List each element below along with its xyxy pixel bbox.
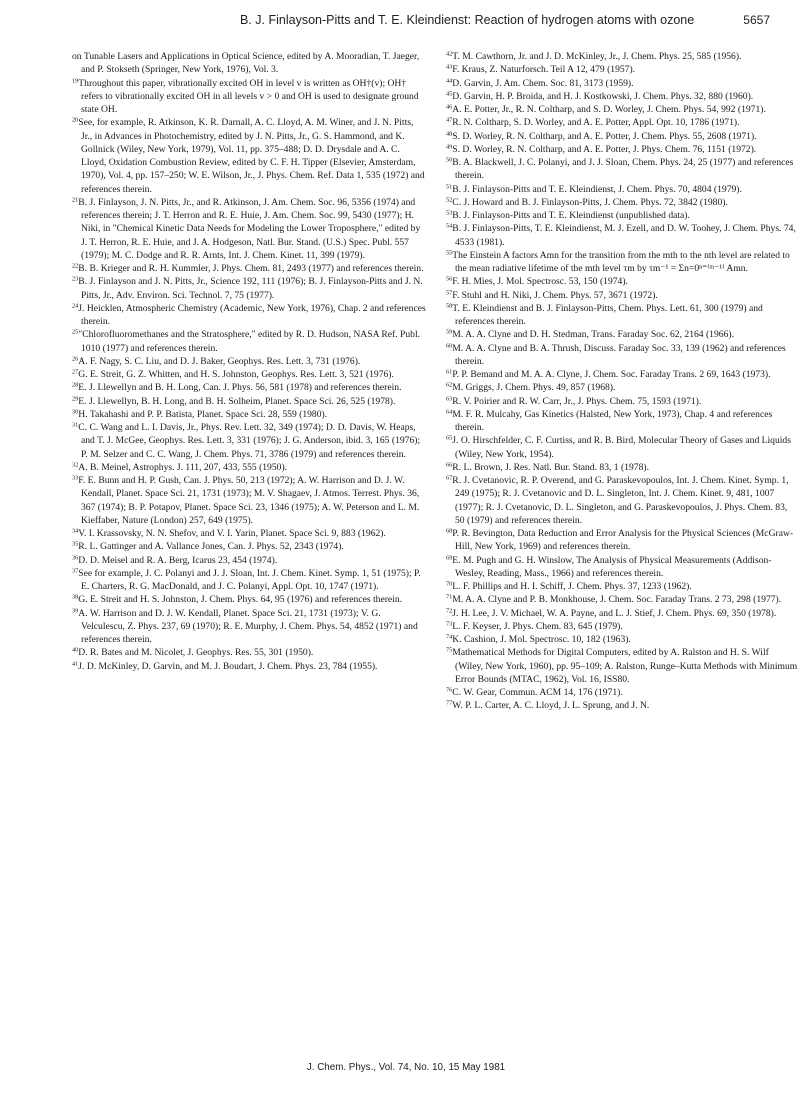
reference-entry (72, 395, 426, 408)
reference-number: 29 (72, 395, 79, 402)
reference-entry (446, 209, 798, 222)
reference-entry (446, 699, 798, 712)
reference-entry (446, 77, 798, 90)
reference-entry (446, 156, 798, 183)
reference-entry (72, 355, 426, 368)
reference-text: V. I. Krassovsky, N. N. Shefov, and V. I. Yarin, Planet. Space Sci. 9, 883 (1962). (78, 528, 386, 539)
reference-text: M. Griggs, J. Chem. Phys. 49, 857 (1968). (452, 382, 616, 394)
reference-number: 37 (72, 567, 79, 575)
reference-text: See for example, J. C. Polanyi and J. J. Sloan, Int. J. Chem. Kinet. Symp. 1, 51 (1975); P. E. Charters, R. G. MacDonald, and J. C. Polanyi, Appl. Opt. 10, 1747 (1971). (78, 567, 421, 592)
reference-text: E. J. Llewellyn and B. H. Long, Can. J. Phys. 56, 581 (1978) and references therein. (78, 382, 402, 394)
reference-number: 73 (446, 620, 453, 628)
reference-text: R. J. Cvetanovic, R. P. Overend, and G. Paraskevopoulos, Int. J. Chem. Kinet. Symp. 1, 249 (1975); R. J. Cvetanovic and D. L. Singleton, Int. J. Chem. Kinet. 9, 481, 1007 (1977); R. J. Cvetanovic, D. L. Singleton, and G. Paraskevopoulos, J. Phys. Chem. 83, 50 (1979) and references therein. (452, 475, 789, 526)
reference-text: M. A. A. Clyne and D. H. Stedman, Trans. Faraday Soc. 62, 2164 (1966). (452, 329, 734, 341)
reference-entry (446, 50, 798, 63)
reference-entry (72, 474, 426, 527)
reference-entry (446, 593, 798, 606)
reference-entry (446, 368, 798, 381)
reference-number: 47 (446, 116, 453, 124)
reference-entry (446, 620, 798, 633)
reference-number: 25 (72, 328, 79, 336)
reference-number: 58 (446, 302, 453, 310)
reference-text: T. M. Cawthorn, Jr. and J. D. McKinley, Jr., J. Chem. Phys. 25, 585 (1956). (452, 51, 742, 62)
reference-entry (446, 554, 798, 581)
reference-text: Throughout this paper, vibrationally excited OH in level v is written as OH†(v); OH† refers to vibrationally excited OH in all levels v > 0 and OH is used to designate ground state OH. (78, 77, 419, 115)
reference-entry (446, 381, 798, 394)
reference-text: R. L. Brown, J. Res. Natl. Bur. Stand. 83, 1 (1978). (452, 461, 649, 473)
reference-text: The Einstein A factors Amn for the transition from the mth to the nth level are related to the mean radiative lifetime of the mth level τm by τm⁻¹ = Σn=0ⁿ⁼⁽ᵐ⁻¹⁾ Amn. (452, 249, 790, 274)
reference-number: 76 (446, 686, 453, 694)
reference-text: S. D. Worley, R. N. Coltharp, and A. E. Potter, J. Chem. Phys. 55, 2608 (1971). (452, 130, 757, 142)
reference-text: G. E. Streit and H. S. Johnston, J. Chem. Phys. 64, 95 (1976) and references therein. (78, 594, 403, 606)
reference-number: 69 (446, 554, 453, 561)
reference-text: M. A. A. Clyne and P. B. Monkhouse, J. Chem. Soc. Faraday Trans. 2 73, 298 (1977). (452, 594, 782, 606)
reference-entry (446, 63, 798, 76)
reference-text: B. B. Krieger and R. H. Kummler, J. Phys. Chem. 81, 2493 (1977) and references therein. (78, 263, 424, 274)
reference-entry (446, 646, 798, 686)
reference-entry (446, 222, 798, 249)
reference-number: 68 (446, 527, 453, 535)
reference-entry (446, 302, 798, 329)
reference-text: J. O. Hirschfelder, C. F. Curtiss, and R. B. Bird, Molecular Theory of Gases and Liquids (Wiley, New York, 1954). (452, 435, 791, 460)
reference-entry (72, 527, 426, 540)
reference-number: 20 (72, 116, 79, 124)
reference-entry (72, 540, 426, 553)
reference-text: R. L. Gattinger and A. Vallance Jones, Can. J. Phys. 52, 2343 (1974). (78, 541, 344, 553)
references-left-column (72, 50, 426, 673)
reference-number: 55 (446, 249, 453, 257)
reference-number: 22 (72, 262, 79, 270)
reference-number: 41 (72, 660, 79, 667)
reference-number: 51 (446, 183, 453, 190)
reference-text: B. J. Finlayson-Pitts, T. E. Kleindienst, M. J. Ezell, and D. W. Toohey, J. Chem. Phys. 74, 4533 (1981). (452, 223, 796, 248)
reference-text: B. A. Blackwell, J. C. Polanyi, and J. J. Sloan, Chem. Phys. 24, 25 (1977) and references therein. (452, 157, 794, 182)
reference-text: F. E. Bunn and H. P. Gush, Can. J. Phys. 50, 213 (1972); A. W. Harrison and D. J. W. Kendall, Planet. Space Sci. 21, 1731 (1973); M. V. Shagaev, J. Atmos. Terrest. Phys. 36, 367 (1974); B. P. Potapov, Planet. Space Sci. 23, 1346 (1975); A. W. Peterson and L. M. Kieffaber, Nature (London) 257, 649 (1975). (78, 475, 420, 526)
reference-number: 74 (446, 633, 453, 641)
reference-entry (446, 143, 798, 156)
reference-number: 52 (446, 196, 453, 204)
reference-entry (446, 434, 798, 461)
reference-text: B. J. Finlayson, J. N. Pitts, Jr., and R. Atkinson, J. Am. Chem. Soc. 96, 5356 (1974) and references therein; J. T. Herron and R. E. Huie, J. Am. Chem. Soc. 99, 5430 (1977); H. Niki, in "Chemical Kinetic Data Needs for Modeling the Lower Troposphere," edited by J. T. Herron, R. E. Huie, and J. A. Hodgeson, Natl. Bur. Stand. (U.S.) Spec. Publ. 557 (1979); M. C. Dodge and R. R. Arnts, Int. J. Chem. Kinet. 11, 399 (1979). (78, 196, 421, 261)
reference-text: E. J. Llewellyn, B. H. Long, and B. H. Solheim, Planet. Space Sci. 26, 525 (1978). (78, 395, 396, 407)
reference-number: 59 (446, 328, 453, 336)
reference-number: 36 (72, 554, 79, 561)
reference-text: B. J. Finlayson and J. N. Pitts, Jr., Science 192, 111 (1976); B. J. Finlayson-Pitts and J. N. Pitts, Jr., Adv. Environ. Sci. Technol. 7, 75 (1977). (78, 276, 423, 301)
reference-text: D. Garvin, J. Am. Chem. Soc. 81, 3173 (1959). (452, 77, 634, 89)
reference-text: W. P. L. Carter, A. C. Lloyd, J. L. Sprung, and J. N. (452, 700, 650, 712)
reference-number: 35 (72, 540, 79, 548)
reference-text: P. P. Bemand and M. A. A. Clyne, J. Chem. Soc. Faraday Trans. 2 69, 1643 (1973). (452, 369, 771, 380)
reference-number: 56 (446, 275, 453, 283)
reference-entry (446, 580, 798, 593)
reference-number: 60 (446, 342, 453, 349)
reference-text: A. F. Nagy, S. C. Liu, and D. J. Baker, Geophys. Res. Lett. 3, 731 (1976). (78, 355, 361, 367)
reference-text: P. R. Bevington, Data Reduction and Error Analysis for the Physical Sciences (McGraw-Hill, New York, 1969) and references therein. (452, 528, 794, 553)
reference-number: 30 (72, 408, 79, 416)
reference-entry (72, 116, 426, 196)
reference-number: 32 (72, 461, 79, 469)
reference-number: 19 (72, 77, 79, 84)
reference-number: 39 (72, 607, 79, 614)
reference-entry (446, 90, 798, 103)
reference-entry (446, 408, 798, 435)
reference-text: J. H. Lee, J. V. Michael, W. A. Payne, and L. J. Stief, J. Chem. Phys. 69, 350 (1978). (452, 607, 777, 619)
reference-text: B. J. Finlayson-Pitts and T. E. Kleindienst (unpublished data). (452, 210, 690, 221)
reference-entry (446, 328, 798, 341)
reference-text: E. M. Pugh and G. H. Winslow, The Analysis of Physical Measurements (Addison-Wesley, Reading, Mass., 1966) and references therein. (452, 554, 772, 579)
reference-entry (72, 196, 426, 262)
reference-number: 54 (446, 222, 453, 230)
reference-entry (446, 130, 798, 143)
reference-text: B. J. Finlayson-Pitts and T. E. Kleindienst, J. Chem. Phys. 70, 4804 (1979). (452, 183, 742, 195)
reference-entry (446, 686, 798, 699)
reference-entry (72, 275, 426, 302)
reference-entry (72, 567, 426, 594)
reference-entry (72, 646, 426, 659)
reference-entry (446, 103, 798, 116)
reference-number: 71 (446, 593, 453, 601)
reference-number: 21 (72, 196, 79, 204)
reference-number: 34 (72, 527, 79, 535)
reference-text: S. D. Worley, R. N. Coltharp, and A. E. Potter, J. Phys. Chem. 76, 1151 (1972). (452, 143, 757, 155)
reference-text: on Tunable Lasers and Applications in Optical Science, edited by A. Mooradian, T. Jaeger, and P. Stokseth (Springer, New York, 1976), Vol. 3. (72, 51, 420, 76)
reference-number: 43 (446, 63, 453, 71)
reference-entry (72, 607, 426, 647)
reference-text: L. F. Keyser, J. Phys. Chem. 83, 645 (1979). (452, 620, 623, 632)
reference-text: D. R. Bates and M. Nicolet, J. Geophys. Res. 55, 301 (1950). (78, 647, 314, 659)
reference-number: 57 (446, 289, 453, 296)
running-header (0, 8, 812, 30)
reference-entry (446, 196, 798, 209)
reference-entry (72, 50, 426, 77)
reference-number: 70 (446, 580, 453, 588)
reference-number: 27 (72, 368, 79, 376)
reference-entry (72, 381, 426, 394)
references-right-column (446, 50, 798, 713)
reference-number: 28 (72, 381, 79, 389)
reference-entry (446, 395, 798, 408)
reference-text: K. Cashion, J. Mol. Spectrosc. 10, 182 (1963). (452, 634, 631, 645)
reference-number: 53 (446, 209, 453, 217)
reference-text: D. Garvin, H. P. Broida, and H. J. Kostkowski, J. Chem. Phys. 32, 880 (1960). (452, 90, 754, 102)
reference-entry (446, 275, 798, 288)
reference-entry (72, 421, 426, 461)
reference-text: M. A. A. Clyne and B. A. Thrush, Discuss. Faraday Soc. 33, 139 (1962) and references therein. (452, 342, 786, 367)
reference-number: 26 (72, 355, 79, 363)
reference-entry (446, 527, 798, 554)
reference-number: 66 (446, 461, 453, 469)
reference-entry (446, 342, 798, 369)
reference-number: 61 (446, 368, 453, 376)
reference-entry (446, 249, 798, 276)
reference-entry (72, 461, 426, 474)
reference-number: 49 (446, 143, 453, 151)
reference-text: A. B. Meinel, Astrophys. J. 111, 207, 433, 555 (1950). (78, 461, 288, 473)
reference-entry (72, 262, 426, 275)
reference-entry (72, 660, 426, 673)
reference-entry (446, 607, 798, 620)
reference-entry (72, 408, 426, 421)
reference-number: 62 (446, 381, 453, 389)
reference-text: F. H. Mies, J. Mol. Spectrosc. 53, 150 (1974). (452, 276, 628, 288)
reference-number: 67 (446, 474, 453, 482)
reference-text: J. D. McKinley, D. Garvin, and M. J. Boudart, J. Chem. Phys. 23, 784 (1955). (78, 660, 378, 672)
reference-text: G. E. Streit, G. Z. Whitten, and H. S. Johnston, Geophys. Res. Lett. 3, 521 (1976). (78, 369, 394, 380)
reference-text: R. N. Coltharp, S. D. Worley, and A. E. Potter, Appl. Opt. 10, 1786 (1971). (452, 117, 740, 129)
reference-number: 31 (72, 421, 79, 429)
reference-entry (446, 461, 798, 474)
reference-entry (72, 554, 426, 567)
page-number: 5657 (743, 13, 770, 27)
reference-entry (72, 77, 426, 117)
reference-entry (72, 593, 426, 606)
header-title: B. J. Finlayson-Pitts and T. E. Kleindienst: Reaction of hydrogen atoms with ozone (240, 13, 695, 27)
reference-number: 65 (446, 434, 453, 442)
reference-number: 50 (446, 156, 453, 164)
reference-entry (72, 368, 426, 381)
reference-entry (446, 289, 798, 302)
reference-text: "Chlorofluoromethanes and the Stratosphere," edited by R. D. Hudson, NASA Ref. Publ. 1010 (1977) and references therein. (78, 329, 421, 354)
journal-footer: J. Chem. Phys., Vol. 74, No. 10, 15 May 1981 (306, 1062, 506, 1073)
reference-text: J. Heicklen, Atmospheric Chemistry (Academic, New York, 1976), Chap. 2 and references therein. (78, 302, 426, 327)
reference-number: 38 (72, 593, 79, 601)
reference-number: 63 (446, 395, 453, 402)
reference-text: C. W. Gear, Commun. ACM 14, 176 (1971). (452, 687, 623, 698)
reference-number: 72 (446, 607, 453, 614)
reference-text: A. E. Potter, Jr., R. N. Coltharp, and S. D. Worley, J. Chem. Phys. 54, 992 (1971). (452, 104, 766, 115)
reference-text: A. W. Harrison and D. J. W. Kendall, Planet. Space Sci. 21, 1731 (1973); V. G. Velculescu, Z. Phys. 237, 69 (1970); R. E. Murphy, J. Chem. Phys. 54, 4852 (1971) and references therein. (78, 607, 418, 645)
reference-text: D. D. Meisel and R. A. Berg, Icarus 23, 454 (1974). (78, 554, 278, 566)
reference-number: 45 (446, 90, 453, 98)
reference-number: 42 (446, 50, 453, 58)
reference-text: H. Takahashi and P. P. Batista, Planet. Space Sci. 28, 559 (1980). (78, 408, 328, 420)
reference-number: 75 (446, 646, 453, 654)
reference-text: C. J. Howard and B. J. Finlayson-Pitts, J. Chem. Phys. 72, 3842 (1980). (452, 196, 728, 208)
reference-text: Mathematical Methods for Digital Computers, edited by A. Ralston and H. S. Wilf (Wiley, New York, 1960), pp. 95–109; A. Ralston, Runge–Kutta Methods with Minimum Error Bounds (MTAC, 1962), Vol. 16, ISS80. (452, 647, 798, 685)
reference-entry (446, 116, 798, 129)
reference-entry (72, 302, 426, 329)
reference-number: 77 (446, 699, 453, 707)
reference-entry (72, 328, 426, 355)
reference-entry (446, 474, 798, 527)
reference-text: F. Stuhl and H. Niki, J. Chem. Phys. 57, 3671 (1972). (452, 289, 658, 301)
reference-text: R. V. Poirier and R. W. Carr, Jr., J. Phys. Chem. 75, 1593 (1971). (452, 395, 702, 407)
reference-number: 40 (72, 646, 79, 654)
reference-number: 46 (446, 103, 453, 111)
reference-text: T. E. Kleindienst and B. J. Finlayson-Pitts, Chem. Phys. Lett. 61, 300 (1979) and references therein. (452, 302, 763, 327)
reference-entry (446, 183, 798, 196)
reference-number: 24 (72, 302, 79, 310)
reference-text: M. F. R. Mulcahy, Gas Kinetics (Halsted, New York, 1973), Chap. 4 and references therein. (452, 408, 773, 433)
reference-number: 23 (72, 275, 79, 283)
reference-number: 64 (446, 408, 453, 416)
reference-number: 44 (446, 77, 453, 84)
reference-text: C. C. Wang and L. I. Davis, Jr., Phys. Rev. Lett. 32, 349 (1974); D. D. Davis, W. Heaps, and T. J. McGee, Geophys. Res. Lett. 3, 331 (1976); J. G. Anderson, ibid. 3, 165 (1976); P. M. Selzer and C. C. Wang, J. Chem. Phys. 71, 3786 (1979) and references therein. (78, 422, 421, 460)
reference-number: 33 (72, 474, 79, 482)
reference-number: 48 (446, 130, 453, 137)
reference-text: See, for example, R. Atkinson, K. R. Darnall, A. C. Lloyd, A. M. Winer, and J. N. Pitts, Jr., in Advances in Photochemistry, edited by J. N. Pitts, Jr., G. S. Hammond, and K. Gollnick (Wiley, New York, 1979), Vol. 11, pp. 375–488; D. D. Drysdale and A. C. Lloyd, Oxidation Combustion Review, edited by C. F. H. Tipper (Elsevier, Amsterdam, 1970), Vol. 4, pp. 157–250; W. E. Wilson, Jr., J. Phys. Chem. Ref. Data 1, 535 (1972) and references therein. (78, 117, 425, 195)
reference-entry (446, 633, 798, 646)
reference-text: F. Kraus, Z. Naturforsch. Teil A 12, 479 (1957). (452, 64, 636, 76)
reference-text: L. F. Phillips and H. I. Schiff, J. Chem. Phys. 37, 1233 (1962). (452, 581, 692, 592)
